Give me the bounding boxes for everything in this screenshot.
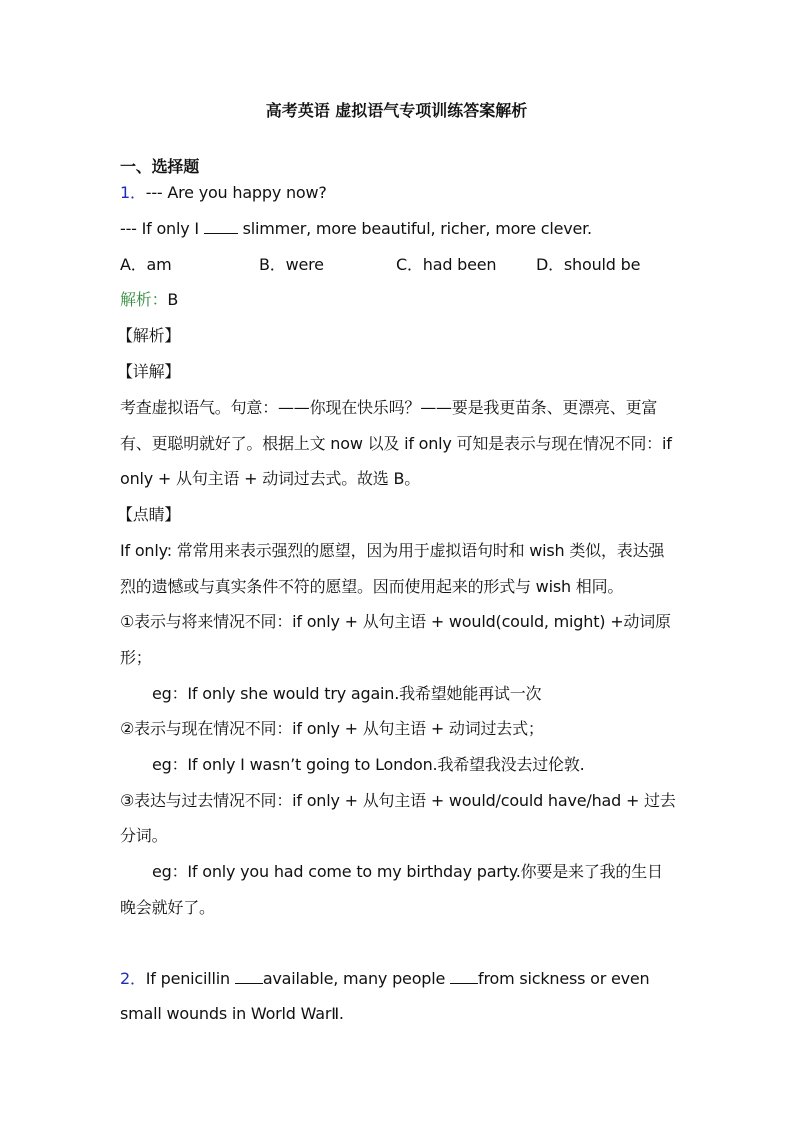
tip-line-2: 烈的遗憾或与真实条件不符的愿望。因而使用起来的形式与 wish 相同。 — [120, 577, 624, 596]
option-c: C．had been — [396, 255, 497, 274]
answer-blank — [235, 969, 263, 984]
detail-line-3: only + 从句主语 + 动词过去式。故选 B。 — [120, 469, 421, 488]
question-number: 1． — [120, 183, 146, 202]
document-title: 高考英语 虚拟语气专项训练答案解析 — [265, 101, 528, 120]
sentence-before-blank: --- If only I — [120, 219, 204, 238]
answer-label: 解析： — [120, 290, 168, 309]
detail-line-2: 有、更聪明就好了。根据上文 now 以及 if only 可知是表示与现在情况不同：if — [120, 434, 672, 453]
question-text: If penicillin — [145, 969, 235, 988]
question-text: --- Are you happy now? — [145, 183, 327, 202]
option-d: D．should be — [536, 255, 641, 274]
tip-line-6: ②表示与现在情况不同：if only + 从句主语 + 动词过去式； — [120, 719, 544, 738]
tip-line-11: 晚会就好了。 — [120, 898, 215, 917]
question-2-line-2: small wounds in World WarⅡ. — [120, 1004, 344, 1023]
section-heading: 一、选择题 — [120, 157, 200, 176]
tip-heading: 【点睛】 — [117, 505, 181, 524]
answer-line — [120, 290, 178, 310]
sentence-after-blank: slimmer, more beautiful, richer, more clever. — [237, 219, 592, 238]
option-b: B．were — [259, 255, 324, 274]
example-1: eg：If only she would try again.我希望她能再试一次 — [152, 684, 542, 703]
detail-line-1: 考查虚拟语气。句意：——你现在快乐吗？——要是我更苗条、更漂亮、更富 — [120, 398, 658, 417]
detail-heading: 【详解】 — [117, 362, 181, 381]
analysis-heading: 【解析】 — [117, 326, 181, 345]
example-2: eg：If only I wasn’t going to London.我希望我没去过伦敦. — [152, 755, 585, 774]
answer-value: B — [167, 290, 179, 309]
question-1-prompt — [120, 183, 327, 203]
tip-line-8: ③表达与过去情况不同：if only + 从句主语 + would/could have/had + 过去 — [120, 791, 676, 810]
example-3: eg：If only you had come to my birthday party.你要是来了我的生日 — [152, 862, 663, 881]
question-number: 2． — [120, 969, 146, 988]
question-text: available, many people — [262, 969, 451, 988]
answer-blank — [204, 219, 238, 234]
option-a: A．am — [120, 255, 172, 274]
tip-line-3: ①表示与将来情况不同：if only + 从句主语 + would(could, might) +动词原 — [120, 612, 671, 631]
question-2-line-1 — [120, 969, 649, 989]
question-text: from sickness or even — [478, 969, 650, 988]
tip-line-1: If only: 常常用来表示强烈的愿望，因为用于虚拟语句时和 wish 类似，表达强 — [120, 541, 665, 560]
question-1-sentence — [120, 219, 592, 239]
tip-line-9: 分词。 — [120, 826, 168, 845]
answer-blank — [450, 969, 478, 984]
tip-line-4: 形； — [120, 648, 152, 667]
